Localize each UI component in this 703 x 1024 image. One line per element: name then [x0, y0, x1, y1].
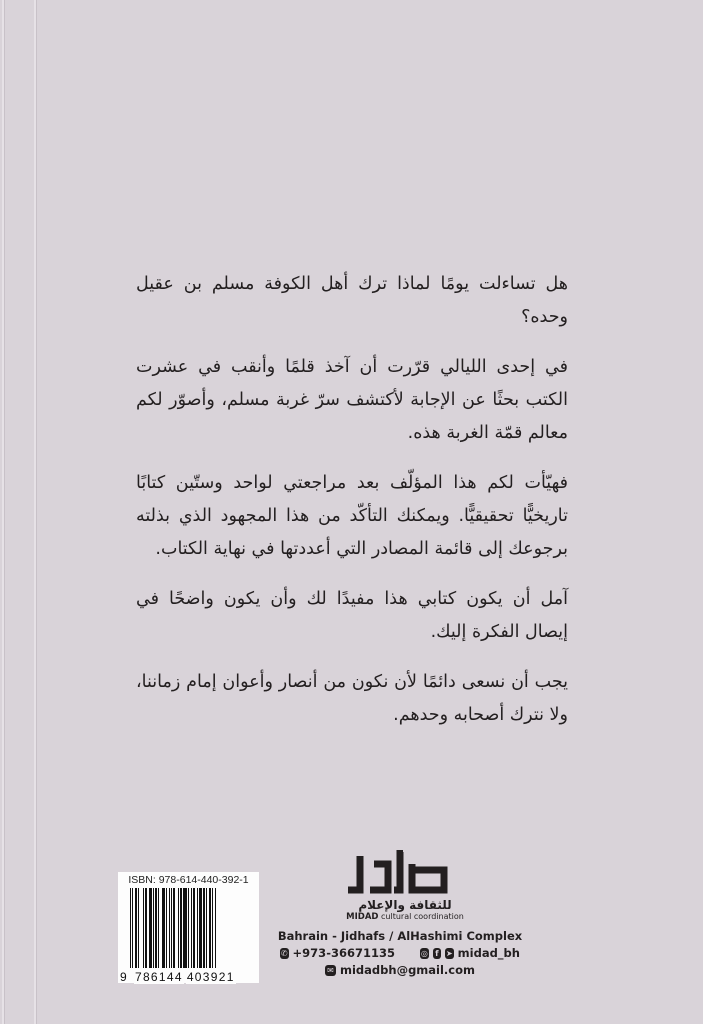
facebook-icon: f [433, 948, 442, 959]
barcode-digit-first: 9 [120, 970, 128, 984]
logo-tagline: cultural coordination [381, 912, 464, 921]
email-row [280, 962, 520, 979]
barcode-digits [120, 970, 255, 984]
logo-name: MIDAD [346, 912, 379, 922]
telegram-icon: ➤ [446, 949, 453, 958]
phone-social-row [280, 945, 520, 962]
blurb-paragraph: في إحدى الليالي قرّرت أن آخذ قلمًا وأنقب في عشرت الكتب بحثًا عن الإجابة لأكتشف سرّ غربة مسلم، وأصوّر لكم معالم قمّة الغربة هذه. [136, 357, 568, 443]
address-row [277, 928, 523, 945]
isbn-label: ISBN: 978-614-440-392-1 [128, 874, 249, 886]
cover-edge-line [2, 0, 4, 1024]
phone-number: +973-36671135 [292, 946, 395, 960]
isbn-barcode [118, 872, 259, 983]
whatsapp-icon: ✆ [280, 949, 288, 958]
blurb-paragraph: آمل أن يكون كتابي هذا مفيدًا لك وأن يكون واضحًا في إيصال الفكرة إليك. [136, 589, 568, 642]
blurb-paragraph: فهيّأت لكم هذا المؤلّف بعد مراجعتي لواحد وستّين كتابًا تاريخيًّا تحقيقيًّا. ويمكنك التأكّد من هذا المجهود الذي بذلته برجوعك إلى قائمة المصادر التي أعددتها في نهاية الكتاب. [136, 473, 568, 559]
publisher-contact [277, 928, 523, 979]
back-cover-blurb [136, 268, 568, 749]
logo-latin-tagline [290, 912, 520, 922]
barcode-digit-group: 403921 [186, 970, 235, 984]
publisher-block [277, 850, 523, 979]
blurb-paragraph: يجب أن نسعى دائمًا لأن نكون من أنصار وأعوان إمام زماننا، ولا نترك أصحابه وحدهم. [136, 672, 568, 725]
blurb-paragraph: هل تساءلت يومًا لماذا ترك أهل الكوفة مسلم بن عقيل وحده؟ [136, 274, 568, 327]
logo-arabic-tagline: للثقافة والإعلام [358, 898, 452, 912]
cover-hinge-line [34, 0, 36, 1024]
social-handle: midad_bh [457, 946, 520, 960]
address: Bahrain - Jidhafs / AlHashimi Complex [277, 929, 523, 943]
barcode-bars [130, 888, 251, 968]
email-icon: ✉ [325, 965, 336, 976]
instagram-icon: ◎ [420, 949, 428, 958]
email-address: midadbh@gmail.com [340, 963, 475, 977]
barcode-digit-group: 786144 [134, 970, 183, 984]
midad-logo-icon [348, 850, 452, 896]
